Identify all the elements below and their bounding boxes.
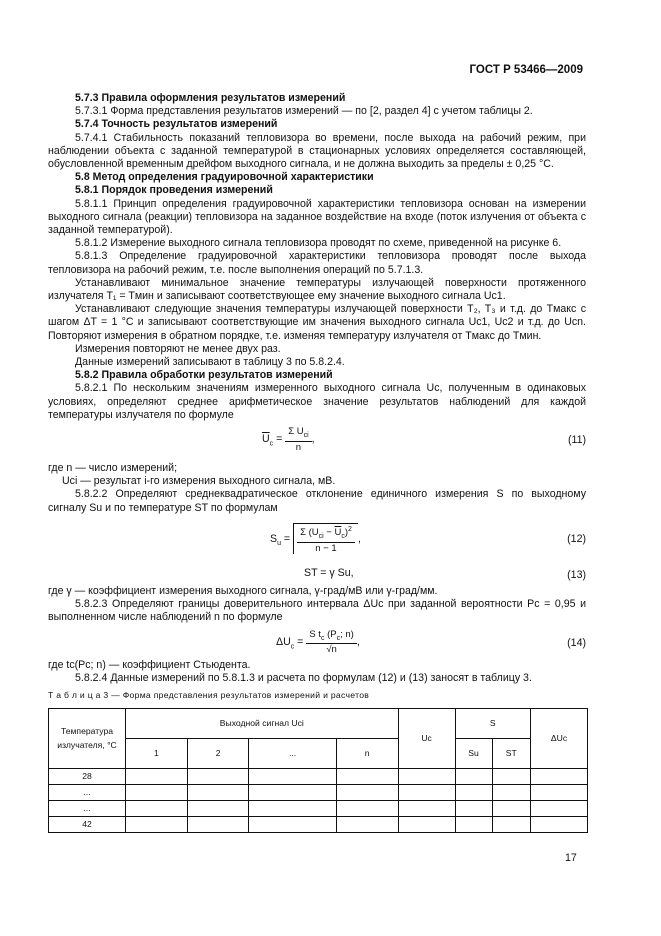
para-data: Данные измерений записывают в таблицу 3 по 5.8.2.4.: [75, 356, 345, 369]
results-table: [48, 708, 588, 833]
table-caption: Т а б л и ц а 3 — Форма представления результатов измерений и расчетов: [48, 689, 370, 700]
formula-11-number: (11): [567, 434, 586, 447]
formula-12-expr: $S_u$ = $\frac{\Sigma (U_{сi} - \overline{U}_с)^2}{n - 1}$ ,: [270, 523, 361, 554]
heading-5-7-3: 5.7.3 Правила оформления результатов измерений: [75, 92, 346, 104]
document-body: [48, 92, 586, 833]
row-temp: 42: [49, 817, 126, 833]
heading-5-7-4: 5.7.4 Точность результатов измерений: [75, 118, 278, 131]
where-n: где n — число измерений;: [48, 462, 178, 475]
para-5-8-2-1: 5.8.2.1 По нескольким значениям измеренного выходного сигнала Uс, полученным в одинаковых условиях, определяют среднее арифметическое значение результатов наблюдений для каждой температуры излучателя по формуле: [48, 382, 586, 421]
heading-5-8-1: 5.8.1 Порядок проведения измерений: [75, 184, 273, 197]
formula-14: [48, 627, 586, 657]
formula-13-expr: ST = γ Su,: [304, 566, 354, 579]
col-output-signal: Выходной сигнал Uсi: [126, 709, 399, 739]
heading-5-8: 5.8 Метод определения градуировочной характеристики: [75, 171, 374, 184]
para-5-8-2-4: 5.8.2.4 Данные измерений по 5.8.1.3 и расчета по формулам (12) и (13) заносят в таблицу 3.: [75, 671, 532, 684]
row-temp: 28: [49, 769, 126, 785]
para-set-min: Устанавливают минимальное значение температуры излучающей поверхности протяженного излучателя T₁ = Tмин и записывают соответствующее ему значение выходного сигнала Uс1.: [48, 276, 586, 303]
formula-12-number: (12): [567, 532, 586, 545]
sub-col-st: ST: [492, 739, 530, 769]
formula-14-expr: $\Delta U_с$ = $\frac{S t_с (P_с; n)}{√n}$ ,: [276, 628, 360, 656]
para-5-8-1-2: 5.8.1.2 Измерение выходного сигнала тепловизора проводят по схеме, приведенной на рисунке 6.: [75, 237, 562, 250]
where-gamma: где γ — коэффициент измерения выходного сигнала, γ-град/мВ или γ-град/мм.: [48, 584, 438, 597]
table-row: [49, 817, 588, 833]
para-5-8-2-2: 5.8.2.2 Определяют среднеквадратическое отклонение единичного измерения S по выходному сигналу Su и по температуре ST по формулам: [48, 488, 586, 514]
para-5-8-1-3: 5.8.1.3 Определение градуировочной характеристики тепловизора проводят после выхода тепловизора на рабочий режим, т.е. после выполнения операций по 5.7.1.3.: [48, 250, 586, 276]
table-row: [49, 785, 588, 801]
where-t: где tс(Pс; n) — коэффициент Стьюдента.: [48, 658, 251, 671]
table-row: [49, 801, 588, 817]
sub-col-3: ...: [249, 739, 336, 769]
row-temp: ...: [49, 801, 126, 817]
where-uci: Uсi — результат i-го измерения выходного сигнала, мВ.: [62, 475, 336, 488]
para-set-next: Устанавливают следующие значения температуры излучающей поверхности T₂, T₃ и т.д. до Tмакс с шагом ΔT = 1 °С и записывают соответствующие им значения выходного сигнала Uс1, Uс2 и т.д. до Uсn. Повторяют измерения в обратном порядке, т.е. изменяя температуру излучателя от Tмакс до Tмин.: [48, 303, 586, 342]
sub-col-2: 2: [187, 739, 249, 769]
para-5-8-2-3: 5.8.2.3 Определяют границы доверительного интервала ΔUс при заданной вероятности Pс = 0,95 и выполненном числе наблюдений n по формуле: [48, 598, 586, 624]
formula-13: [48, 565, 586, 583]
col-delta-u: ΔUс: [531, 709, 588, 769]
sub-col-1: 1: [126, 739, 188, 769]
formula-12: [48, 517, 586, 563]
col-uc: Uс: [398, 709, 455, 769]
page-number: 17: [565, 852, 577, 864]
para-5-7-4-1: 5.7.4.1 Стабильность показаний тепловизора во времени, после выхода на рабочий режим, при наблюдении объекта с заданной температурой в стационарных условиях определяется составляющей, обусловленной временным дрейфом выходного сигнала, и не должна выходить за пределы ± 0,25 °С.: [48, 131, 586, 171]
table-row: [49, 769, 588, 785]
sub-col-su: Su: [455, 739, 492, 769]
formula-13-number: (13): [567, 568, 586, 581]
row-temp: ...: [49, 785, 126, 801]
document-id: ГОСТ Р 53466—2009: [469, 64, 583, 76]
formula-11-expr: $\overline{U}_с$ = $\frac{\Sigma U_{сi}}{n}$ ,: [262, 426, 315, 453]
para-repeat: Измерения повторяют не менее двух раз.: [75, 342, 281, 355]
formula-14-number: (14): [567, 636, 586, 649]
heading-5-8-2: 5.8.2 Правила обработки результатов измерений: [75, 369, 333, 382]
col-s: S: [455, 709, 530, 739]
formula-11: [48, 424, 586, 460]
para-5-7-3-1: 5.7.3.1 Форма представления результатов измерений — по [2, раздел 4] с учетом таблицы 2.: [75, 105, 533, 118]
para-5-8-1-1: 5.8.1.1 Принцип определения градуировочной характеристики тепловизора основан на измерении выходного сигнала (реакции) тепловизора на заданное воздействие на входе (поток излучения от объекта с заданной температурой).: [48, 197, 586, 237]
col-temperature: Температура излучателя, °С: [49, 709, 126, 769]
sub-col-n: n: [336, 739, 398, 769]
